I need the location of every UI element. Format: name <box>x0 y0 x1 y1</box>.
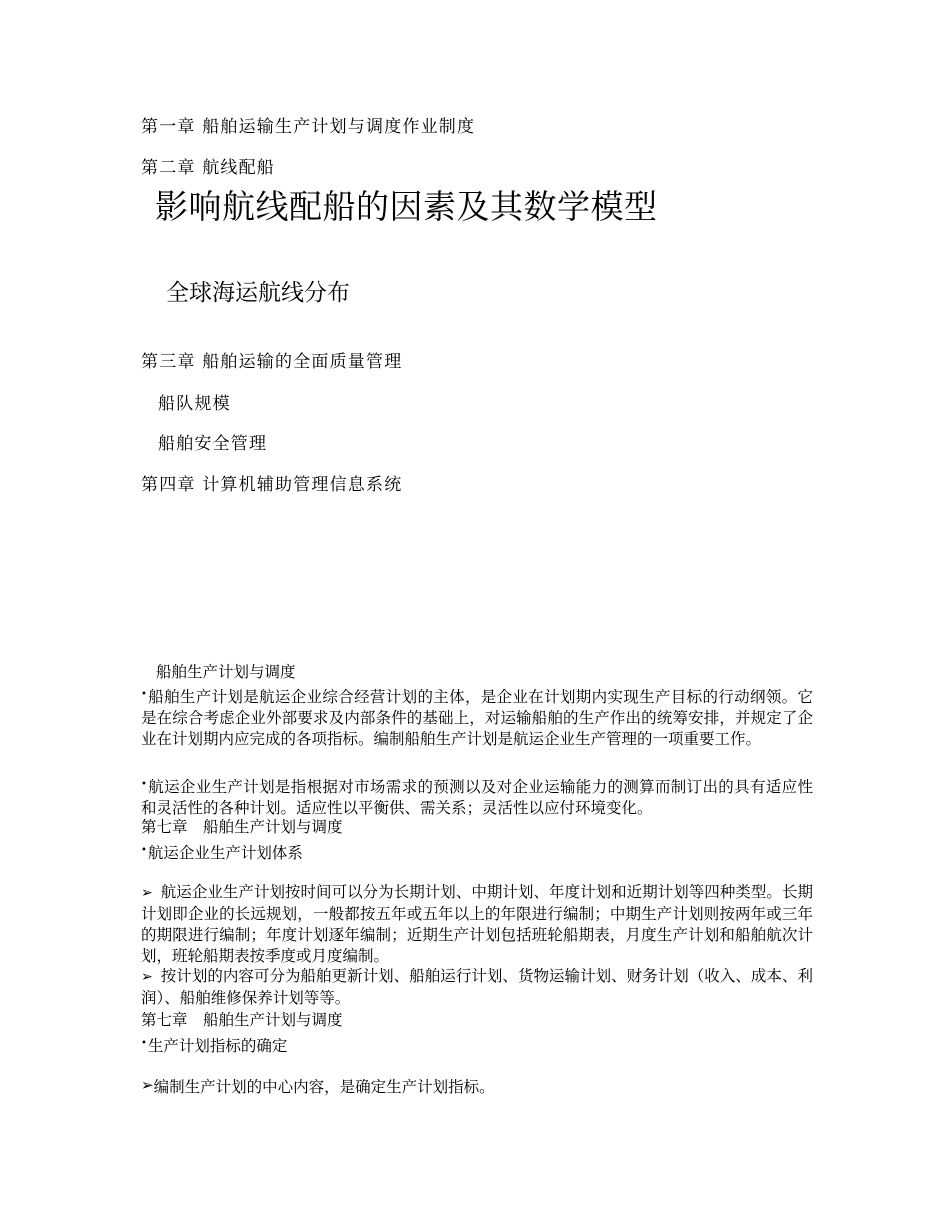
arrow-item-text: 编制生产计划的中心内容，是确定生产计划指标。 <box>153 1078 495 1096</box>
arrow-bullet-icon: ➢ <box>141 969 153 985</box>
paragraph-text: 航运企业生产计划是指根据对市场需求的预测以及对企业运输能力的测算而制订出的具有适应性和灵活性的各种计划。适应性以平衡供、需关系；灵活性以应付环境变化。 <box>141 778 813 817</box>
bullet-text: 航运企业生产计划体系 <box>147 844 303 862</box>
arrow-bullet-icon: ➢ <box>141 1076 154 1094</box>
paragraph-plan-definition <box>141 684 813 750</box>
arrow-item-content-classification <box>141 966 813 1009</box>
bullet-icon: • <box>141 779 147 790</box>
arrow-item-time-classification <box>141 882 813 967</box>
bullet-plan-system <box>141 840 303 864</box>
arrow-bullet-icon: ➢ <box>141 885 153 901</box>
chapter-label: 第七章 船舶生产计划与调度 <box>141 1011 343 1029</box>
toc-chapter-3: 第三章 船舶运输的全面质量管理 <box>141 352 403 372</box>
bullet-icon: • <box>141 845 147 856</box>
toc-chapter-1: 第一章 船舶运输生产计划与调度作业制度 <box>141 117 476 137</box>
arrow-item-text: 航运企业生产计划按时间可以分为长期计划、中期计划、年度计划和近期计划等四种类型。长期计划即企业的长远规划，一般都按五年或五年以上的年限进行编制；中期生产计划则按两年或三年的期限进行编制；年度计划逐年编制；近期生产计划包括班轮船期表，月度生产计划和船舶航次计划，班轮船期表按季度或月度编制。 <box>141 883 813 965</box>
toc-chapter-4: 第四章 计算机辅助管理信息系统 <box>141 475 403 495</box>
bullet-icon: • <box>141 689 147 700</box>
arrow-item-text: 按计划的内容可分为船舶更新计划、船舶运行计划、货物运输计划、财务计划（收入、成本、利润）、船舶维修保养计划等等。 <box>141 967 813 1007</box>
paragraph-plan-adaptability <box>141 774 813 819</box>
arrow-item-core-content <box>141 1075 495 1098</box>
paragraph-text: 船舶生产计划是航运企业综合经营计划的主体，是企业在计划期内实现生产目标的行动纲领。它是在综合考虑企业外部要求及内部条件的基础上，对运输船舶的生产作出的统筹安排，并规定了企业在计划期内应完成的各项指标。编制船舶生产计划是航运企业生产管理的一项重要工作。 <box>141 688 813 748</box>
toc-chapter-3-item-safety: 船舶安全管理 <box>158 434 268 454</box>
bullet-text: 生产计划指标的确定 <box>147 1037 288 1055</box>
chapter-2-title: 影响航线配船的因素及其数学模型 <box>155 187 658 226</box>
toc-chapter-3-item-fleet: 船队规模 <box>158 394 231 414</box>
bullet-icon: • <box>141 1038 147 1049</box>
section-title: 船舶生产计划与调度 <box>156 663 296 681</box>
chapter-2-subtitle: 全球海运航线分布 <box>166 280 350 306</box>
chapter-label: 第七章 船舶生产计划与调度 <box>141 818 343 836</box>
bullet-indicator-determination <box>141 1033 287 1057</box>
toc-chapter-2: 第二章 航线配船 <box>141 158 276 178</box>
